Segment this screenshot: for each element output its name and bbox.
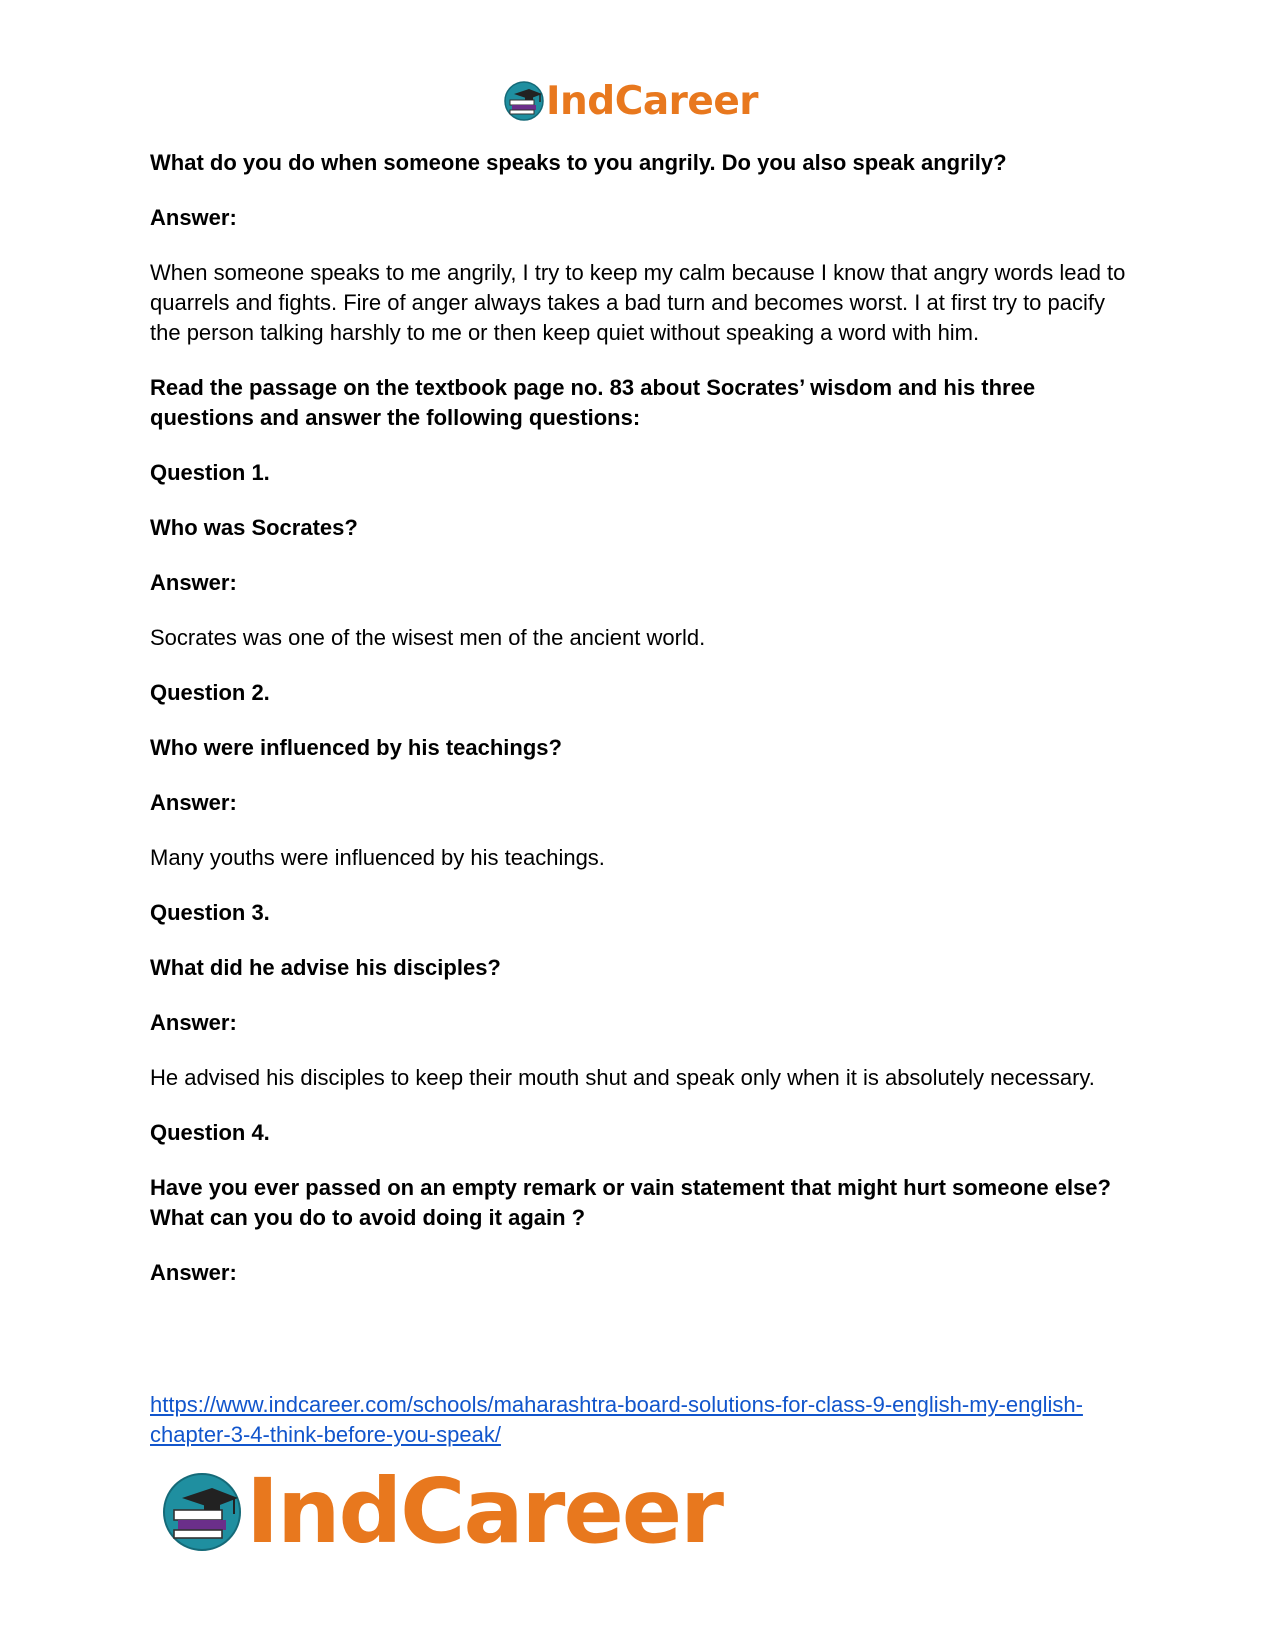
answer-label: Answer: bbox=[150, 1260, 237, 1285]
answer-label: Answer: bbox=[150, 1010, 237, 1035]
question-text: Who were influenced by his teachings? bbox=[150, 735, 562, 760]
logo-wordmark-text: IndCareer bbox=[546, 78, 758, 124]
question-number: Question 3. bbox=[150, 900, 270, 925]
logo-wordmark bbox=[546, 78, 758, 124]
document-body bbox=[150, 148, 1130, 1313]
question-text: Have you ever passed on an empty remark or vain statement that might hurt someone else? What can you do to avoid doing it again ? bbox=[150, 1175, 1111, 1230]
answer-text: Socrates was one of the wisest men of the ancient world. bbox=[150, 625, 706, 650]
intro-answer-text: When someone speaks to me angrily, I try to keep my calm because I know that angry words lead to quarrels and fights. Fire of anger always takes a bad turn and becomes worst. I at first try to pacify the person talking harshly to me or then keep quiet without speaking a word with him. bbox=[150, 260, 1126, 345]
answer-label: Answer: bbox=[150, 790, 237, 815]
logo-wordmark-text: IndCareer bbox=[246, 1459, 723, 1563]
answer-text: He advised his disciples to keep their mouth shut and speak only when it is absolutely necessary. bbox=[150, 1065, 1095, 1090]
question-number: Question 4. bbox=[150, 1120, 270, 1145]
source-link[interactable]: https://www.indcareer.com/schools/maharashtra-board-solutions-for-class-9-english-my-english-chapter-3-4-think-before-you-speak/ bbox=[150, 1392, 1083, 1447]
intro-question: What do you do when someone speaks to you angrily. Do you also speak angrily? bbox=[150, 150, 1007, 175]
book-globe-icon bbox=[160, 1470, 244, 1554]
logo-wordmark bbox=[246, 1459, 723, 1563]
passage-instruction: Read the passage on the textbook page no. 83 about Socrates’ wisdom and his three questions and answer the following questions: bbox=[150, 375, 1036, 430]
header-logo bbox=[503, 80, 758, 122]
question-number: Question 2. bbox=[150, 680, 270, 705]
question-number: Question 1. bbox=[150, 460, 270, 485]
answer-text: Many youths were influenced by his teachings. bbox=[150, 845, 605, 870]
book-globe-icon bbox=[503, 80, 545, 122]
question-text: What did he advise his disciples? bbox=[150, 955, 501, 980]
answer-label: Answer: bbox=[150, 570, 237, 595]
question-text: Who was Socrates? bbox=[150, 515, 358, 540]
intro-answer-label: Answer: bbox=[150, 205, 237, 230]
footer-logo bbox=[160, 1459, 723, 1563]
